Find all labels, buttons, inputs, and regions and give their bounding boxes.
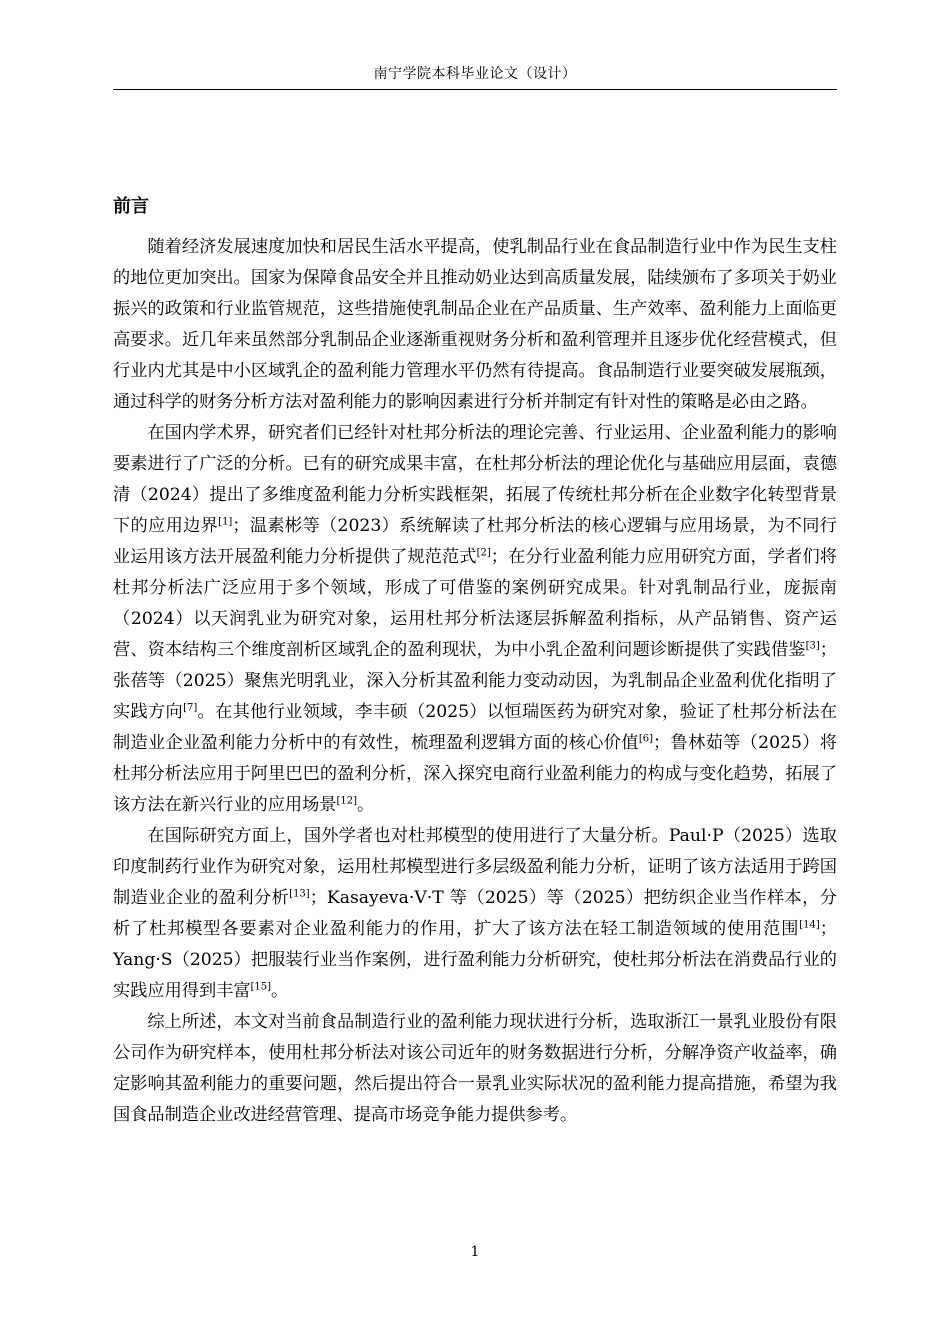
citation-ref: [15]	[250, 981, 272, 993]
text-run: 。在其他行业领域，李丰硕（2025）以恒瑞医药为研究对象，验证了杜邦分析法在制造业企业盈利能力分析中的有效性，梳理盈利逻辑方面的核心价值	[113, 702, 837, 753]
text-run: ；在分行业盈利能力应用研究方面，学者们将杜邦分析法广泛应用于多个领域，形成了可借鉴的案例研究成果。针对乳制品行业，庞振南（2024）以天润乳业为研究对象，运用杜邦分析法逐层拆解盈利指标，从产品销售、资产运营、资本结构三个维度剖析区域乳企的盈利现状，为中小乳企盈利问题诊断提供了实践借鉴	[113, 547, 837, 660]
text-run: 综上所述，本文对当前食品制造行业的盈利能力现状进行分析，选取浙江一景乳业股份有限公司作为研究样本，使用杜邦分析法对该公司近年的财务数据进行分析，分解净资产收益率，确定影响其盈利能力的重要问题，然后提出符合一景乳业实际状况的盈利能力提高措施，希望为我国食品制造企业改进经营管理、提高市场竞争能力提供参考。	[113, 1012, 837, 1125]
text-run: ；鲁林茹等（2025）将杜邦分析法应用于阿里巴巴的盈利分析，深入探究电商行业盈利能力的构成与变化趋势，拓展了该方法在新兴行业的应用场景	[113, 733, 837, 815]
citation-ref: [13]	[289, 888, 310, 900]
citation-ref: [14]	[799, 919, 820, 931]
paragraph-intro	[113, 232, 837, 418]
text-run: 随着经济发展速度加快和居民生活水平提高，使乳制品行业在食品制造行业中作为民生支柱的地位更加突出。国家为保障食品安全并且推动奶业达到高质量发展，陆续颁布了多项关于奶业振兴的政策和行业监管规范，这些措施使乳制品企业在产品质量、生产效率、盈利能力上面临更高要求。近几年来虽然部分乳制品企业逐渐重视财务分析和盈利管理并且逐步优化经营模式，但行业内尤其是中小区域乳企的盈利能力管理水平仍然有待提高。食品制造行业要突破发展瓶颈，通过科学的财务分析方法对盈利能力的影响因素进行分析并制定有针对性的策略是必由之路。	[113, 237, 837, 412]
paragraph-summary	[113, 1007, 837, 1131]
text-run: ；Kasayeva·V·T 等（2025）等（2025）把纺织企业当作样本，分析了杜邦模型各要素对企业盈利能力的作用，扩大了该方法在轻工制造领域的使用范围	[113, 888, 837, 939]
citation-ref: [2]	[476, 547, 491, 559]
running-header: 南宁学院本科毕业论文（设计）	[373, 66, 577, 82]
paragraph-international-research	[113, 821, 837, 1007]
body-text	[113, 232, 837, 1131]
citation-ref: [7]	[183, 702, 198, 714]
page-number: 1	[470, 1244, 480, 1260]
text-run: 。	[271, 981, 289, 1001]
section-heading: 前言	[113, 196, 149, 217]
citation-ref: [12]	[336, 795, 357, 807]
text-run: 。	[356, 795, 375, 815]
text-run: ；张蓓等（2025）聚焦光明乳业，深入分析其盈利能力变动动因，为乳制品企业盈利优化指明了实践方向	[113, 640, 837, 722]
paragraph-domestic-research	[113, 418, 837, 821]
header-rule	[113, 89, 837, 90]
text-run: ；温素彬等（2023）系统解读了杜邦分析法的核心逻辑与应用场景，为不同行业运用该方法开展盈利能力分析提供了规范范式	[113, 516, 837, 567]
text-run: 在国内学术界，研究者们已经针对杜邦分析法的理论完善、行业运用、企业盈利能力的影响要素进行了广泛的分析。已有的研究成果丰富，在杜邦分析法的理论优化与基础应用层面，袁德清（2024）提出了多维度盈利能力分析实践框架，拓展了传统杜邦分析在企业数字化转型背景下的应用边界	[113, 423, 837, 536]
citation-ref: [3]	[805, 640, 820, 652]
text-run: ；Yang·S（2025）把服装行业当作案例，进行盈利能力分析研究，使杜邦分析法在消费品行业的实践应用得到丰富	[113, 919, 837, 1001]
citation-ref: [1]	[218, 516, 233, 528]
text-run: 在国际研究方面上，国外学者也对杜邦模型的使用进行了大量分析。Paul·P（2025）选取印度制药行业作为研究对象，运用杜邦模型进行多层级盈利能力分析，证明了该方法适用于跨国制造业企业的盈利分析	[113, 826, 837, 908]
citation-ref: [6]	[638, 733, 654, 745]
